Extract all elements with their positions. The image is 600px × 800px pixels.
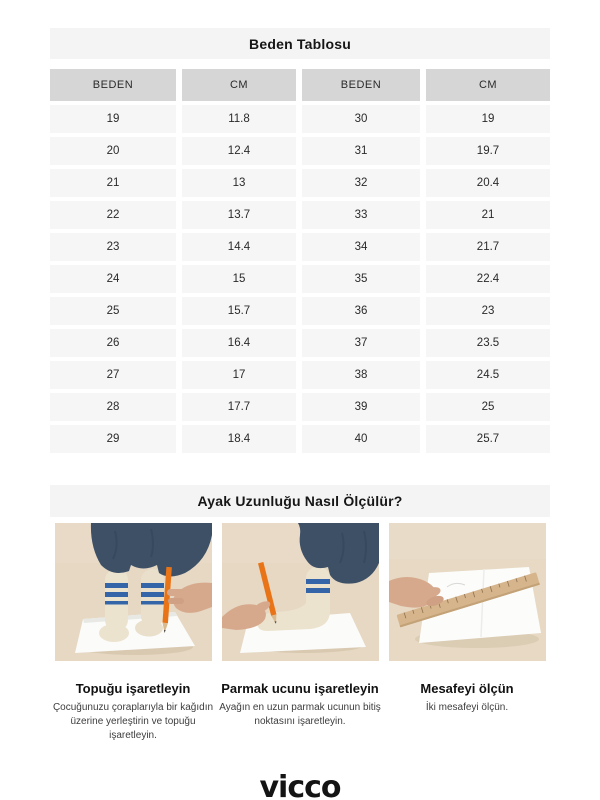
size-cell: 34	[302, 233, 420, 261]
step-caption-mark-heel	[52, 681, 214, 743]
cm-cell: 13.7	[182, 201, 296, 229]
cm-cell: 18.4	[182, 425, 296, 453]
cm-cell: 21.7	[426, 233, 550, 261]
size-cell: 31	[302, 137, 420, 165]
cm-cell: 23	[426, 297, 550, 325]
cm-cell: 14.4	[182, 233, 296, 261]
measure-distance-photo	[389, 523, 546, 661]
size-cell: 29	[50, 425, 176, 453]
step-title: Topuğu işaretleyin	[75, 681, 191, 696]
column-header-cm-right: CM	[426, 69, 550, 101]
size-cell: 23	[50, 233, 176, 261]
cm-cell: 25	[426, 393, 550, 421]
size-table	[50, 69, 550, 453]
size-cell: 28	[50, 393, 176, 421]
cm-cell: 20.4	[426, 169, 550, 197]
cm-cell: 25.7	[426, 425, 550, 453]
cm-cell: 19	[426, 105, 550, 133]
size-table-title: Beden Tablosu	[50, 28, 550, 59]
cm-cell: 13	[182, 169, 296, 197]
size-cell: 33	[302, 201, 420, 229]
step-title: Parmak ucunu işaretleyin	[221, 681, 379, 696]
size-cell: 35	[302, 265, 420, 293]
measure-guide-photos	[50, 523, 550, 661]
cm-cell: 15	[182, 265, 296, 293]
cm-cell: 22.4	[426, 265, 550, 293]
size-cell: 32	[302, 169, 420, 197]
cm-cell: 24.5	[426, 361, 550, 389]
cm-cell: 23.5	[426, 329, 550, 357]
brand-footer	[50, 769, 550, 800]
step-description: İki mesafeyi ölçün.	[425, 701, 509, 713]
size-cell: 22	[50, 201, 176, 229]
column-header-beden-right: BEDEN	[302, 69, 420, 101]
size-cell: 24	[50, 265, 176, 293]
size-cell: 25	[50, 297, 176, 325]
cm-cell: 17	[182, 361, 296, 389]
size-cell: 38	[302, 361, 420, 389]
size-cell: 40	[302, 425, 420, 453]
mark-heel-photo	[55, 523, 212, 661]
cm-cell: 17.7	[182, 393, 296, 421]
step-title: Mesafeyi ölçün	[420, 681, 514, 696]
cm-cell: 16.4	[182, 329, 296, 357]
size-cell: 37	[302, 329, 420, 357]
mark-toe-illustration	[222, 523, 379, 661]
vicco-logo: vicco	[259, 769, 341, 800]
cm-cell: 21	[426, 201, 550, 229]
size-cell: 36	[302, 297, 420, 325]
cm-cell: 11.8	[182, 105, 296, 133]
column-header-cm-left: CM	[182, 69, 296, 101]
step-caption-measure-distance	[386, 681, 548, 743]
size-cell: 21	[50, 169, 176, 197]
cm-cell: 12.4	[182, 137, 296, 165]
cm-cell: 19.7	[426, 137, 550, 165]
column-header-beden-left: BEDEN	[50, 69, 176, 101]
cm-cell: 15.7	[182, 297, 296, 325]
mark-heel-illustration	[55, 523, 212, 661]
step-description: Ayağın en uzun parmak ucunun bitiş noktasını işaretleyin.	[219, 701, 381, 727]
size-cell: 30	[302, 105, 420, 133]
measure-distance-illustration	[389, 523, 546, 661]
mark-toe-photo	[222, 523, 379, 661]
size-cell: 20	[50, 137, 176, 165]
size-cell: 39	[302, 393, 420, 421]
size-cell: 27	[50, 361, 176, 389]
step-caption-mark-toe	[219, 681, 381, 743]
measure-guide-title: Ayak Uzunluğu Nasıl Ölçülür?	[50, 485, 550, 517]
size-cell: 26	[50, 329, 176, 357]
measure-guide-captions	[50, 681, 550, 743]
size-cell: 19	[50, 105, 176, 133]
step-description: Çocuğunuzu çoraplarıyla bir kağıdın üzerine yerleştirin ve topuğu işaretleyin.	[52, 701, 214, 741]
